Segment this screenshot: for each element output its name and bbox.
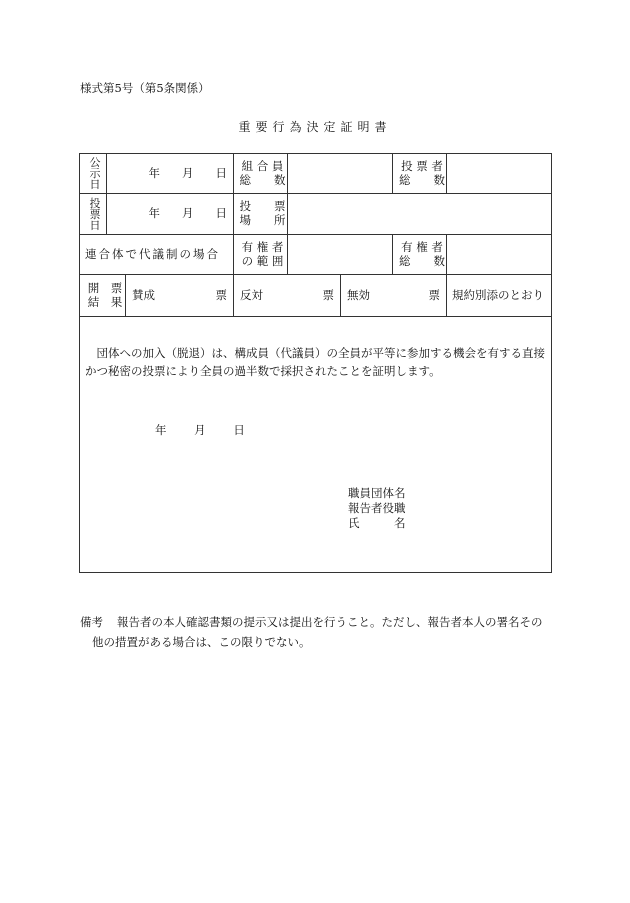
col-divider: [233, 154, 234, 274]
certification-text: 団体への加入（脱退）は、構成員（代議員）の全員が平等に参加する機会を有する直接かつ秘密の投票により全員の過半数で採択されたことを証明します。: [85, 346, 545, 378]
label-char: 票: [89, 207, 101, 221]
bylaws-note: 規約別添のとおり: [452, 287, 544, 302]
row-divider: [80, 316, 551, 317]
month-label: 月: [182, 206, 194, 221]
invalid-votes-field[interactable]: [341, 275, 446, 316]
remarks-line-2: 他の措置がある場合は、この限りでない。: [92, 635, 311, 649]
label-char: 投: [89, 196, 101, 210]
label-line: 総 数: [399, 172, 445, 187]
year-label: 年: [148, 165, 160, 180]
approve-label: 賛成: [132, 287, 155, 302]
certification-date[interactable]: [155, 422, 245, 438]
label-line: 場 所: [239, 213, 286, 227]
remarks: [80, 612, 560, 652]
votes-unit: 票: [215, 287, 227, 302]
month-label: 月: [194, 423, 206, 437]
notice-date-field[interactable]: [106, 154, 233, 193]
remarks-line-1: [80, 612, 560, 632]
vote-date-field[interactable]: [106, 194, 233, 234]
day-label: 日: [233, 423, 245, 437]
form-number: 様式第5号（第5条関係）: [80, 81, 210, 95]
label-line: 有 権 者: [241, 239, 284, 254]
total-voters-field[interactable]: [447, 154, 551, 193]
day-label: 日: [215, 206, 227, 221]
label-line: 総 数: [239, 172, 286, 187]
label-line: 有 権 者: [401, 239, 443, 254]
representative-system-label: 連合体で代議制の場合: [85, 246, 220, 261]
label-char: 公: [89, 156, 101, 169]
label-char: 日: [89, 218, 101, 232]
vote-place-label: [238, 194, 287, 234]
total-members-field[interactable]: [288, 154, 392, 193]
eligible-total-label: [398, 235, 446, 274]
label-line: 投 票 者: [401, 158, 443, 173]
invalid-label: 無効: [347, 287, 370, 302]
document-title: 重要行為決定証明書: [238, 120, 392, 134]
col-divider: [392, 234, 393, 274]
reporter-title-label: 報告者役職: [348, 501, 406, 515]
label-line: の 範 囲: [241, 253, 284, 268]
day-label: 日: [215, 165, 227, 180]
votes-unit: 票: [428, 287, 440, 302]
eligible-scope-field[interactable]: [288, 235, 392, 274]
year-label: 年: [155, 423, 167, 437]
total-members-label: [238, 154, 287, 193]
label-line: 結 果: [87, 294, 123, 309]
reporter-name-label: 氏 名: [348, 516, 406, 530]
notice-date-label: [84, 154, 106, 193]
label-line: 開 票: [87, 280, 123, 295]
vote-place-field[interactable]: [288, 194, 551, 234]
eligible-total-field[interactable]: [447, 235, 551, 274]
oppose-label: 反対: [240, 287, 263, 302]
remarks-text: 報告者の本人確認書類の提示又は提出を行うこと。ただし、報告者本人の署名その: [117, 615, 543, 629]
oppose-votes-field[interactable]: [234, 275, 340, 316]
col-divider: [392, 154, 393, 193]
col-divider: [446, 274, 447, 316]
label-line: 総 数: [399, 253, 445, 268]
votes-unit: 票: [322, 287, 334, 302]
vote-date-label: [84, 194, 106, 234]
count-result-label: [85, 275, 125, 316]
month-label: 月: [182, 165, 194, 180]
total-voters-label: [398, 154, 446, 193]
remarks-label: 備考: [80, 615, 103, 629]
eligible-scope-label: [238, 235, 287, 274]
certificate-form-table: [79, 153, 552, 573]
org-name-label: 職員団体名: [348, 486, 406, 500]
label-line: 組 合 員: [241, 158, 284, 173]
approve-votes-field[interactable]: [126, 275, 233, 316]
label-line: 投 票: [239, 199, 286, 214]
label-char: 日: [89, 178, 101, 191]
label-char: 示: [89, 167, 101, 180]
year-label: 年: [148, 206, 160, 221]
